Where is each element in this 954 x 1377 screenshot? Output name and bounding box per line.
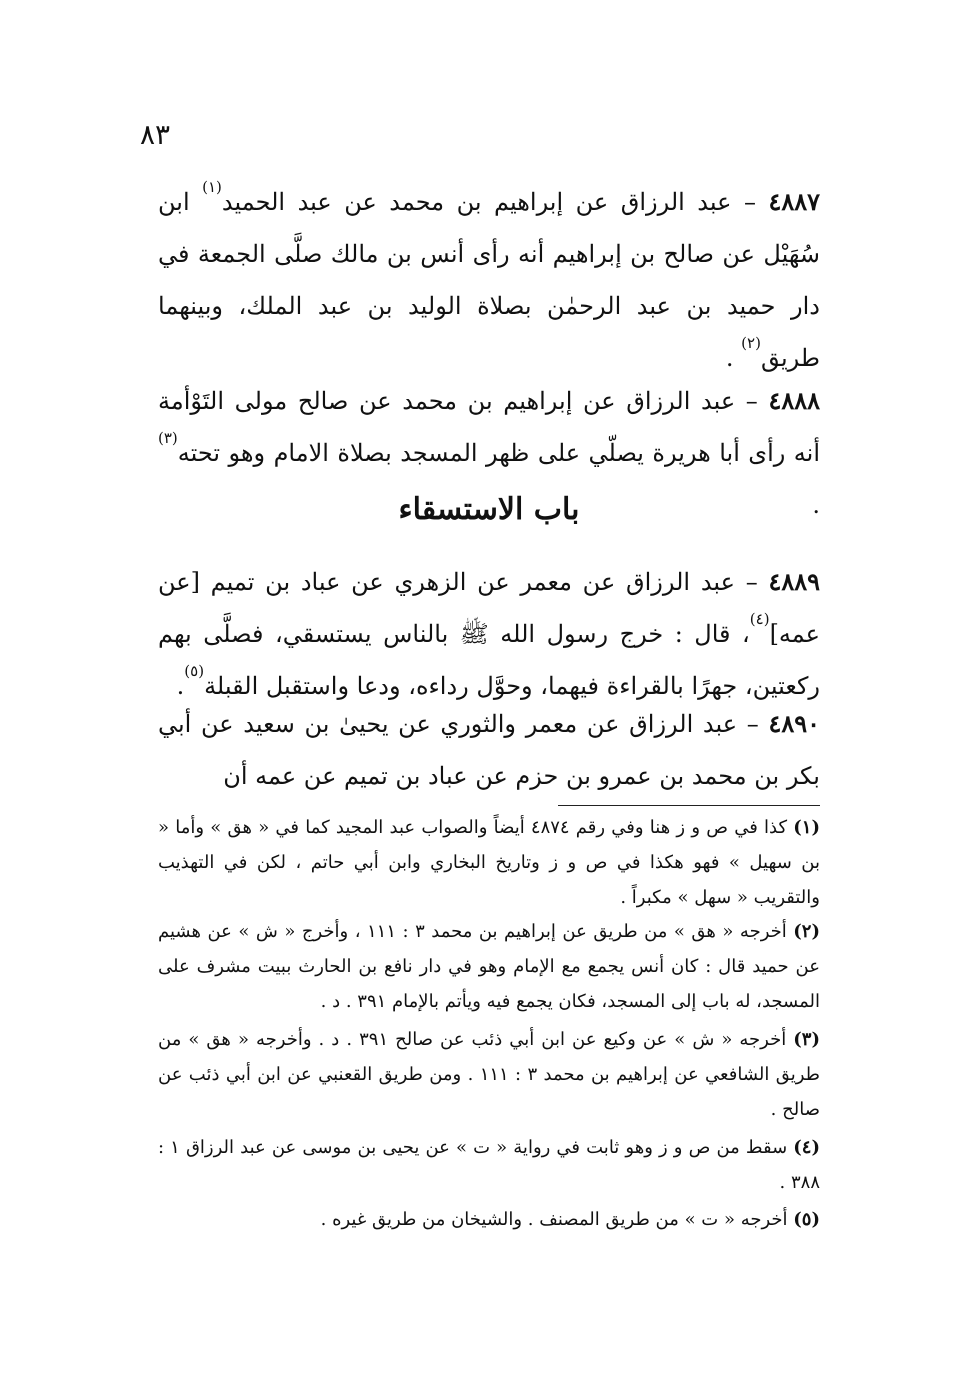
footnote-text: سقط من ص و ز وهو ثابت في رواية « ت » عن يحيى بن موسى عن عبد الرزاق ١ : ٣٨٨ . (158, 1137, 820, 1193)
footnote-ref: (٣) (158, 429, 178, 447)
footnote-2 (158, 914, 820, 1019)
hadith-4890 (158, 698, 820, 802)
footnote-divider (558, 805, 820, 806)
footnote-1 (158, 810, 820, 915)
chapter-heading: باب الاستسقاء (398, 492, 580, 527)
hadith-text: – عبد الرزاق عن إبراهيم بن محمد عن عبد الحميد (221, 188, 769, 216)
footnote-5 (158, 1202, 820, 1237)
footnote-text: أخرجه « ش » عن وكيع عن ابن أبي ذئب عن صالح ٣٩١ . د . وأخرجه « هق » من طريق الشافعي عن إبراهيم بن محمد ٣ : ١١١ . ومن طريق القعنبي عن ابن أبي ذئب عن صالح . (158, 1029, 820, 1120)
hadith-4889 (158, 556, 820, 712)
hadith-number: ٤٨٨٧ (768, 187, 820, 216)
hadith-paragraph (158, 556, 820, 712)
page-number: ٨٣ (140, 118, 171, 151)
hadith-number: ٤٨٩٠ (768, 709, 820, 738)
footnote-number: (٤) (793, 1137, 820, 1158)
footnote-ref: (٤) (749, 610, 770, 628)
footnote-number: (٥) (793, 1209, 820, 1230)
hadith-text: – عبد الرزاق عن معمر عن الزهري عن عباد بن تميم [عن عمه] (158, 568, 820, 648)
footnote-text: كذا في ص و ز هنا وفي رقم ٤٨٧٤ أيضاً والصواب عبد المجيد كما في « هق » وأما « بن سهيل » فهو هكذا في ص و ز وتاريخ البخاري وابن أبي حاتم ، لكن في التهذيب والتقريب « سهل » مكبراً . (158, 817, 820, 908)
footnote-text: أخرجه « هق » من طريق عن إبراهيم بن محمد ٣ : ١١١ ، وأخرج « ش » عن هشيم عن حميد قال : كان أنس يجمع مع الإمام وهو في دار نافع بن الحارث ببيت مشرف على المسجد، له باب إلى المسجد، فكان يجمع فيه ويأتم بالإمام ٣٩١ . د . (158, 921, 820, 1012)
footnote-4 (158, 1130, 820, 1200)
footnote-ref: (٢) (741, 334, 761, 352)
footnote-3 (158, 1022, 820, 1127)
footnote-text: أخرجه « ت » من طريق المصنف . والشيخان من طريق غيره . (320, 1209, 794, 1230)
footnote-number: (٢) (793, 921, 820, 942)
hadith-end: . (176, 672, 185, 700)
hadith-number: ٤٨٨٩ (768, 567, 820, 596)
hadith-text: ، قال : خرج رسول الله ﷺ بالناس يستسقي، فصلَّى بهم ركعتين، جهرًا بالقراءة فيهما، وحوَّل رداءه، ودعا واستقبل القبلة (158, 620, 820, 700)
hadith-end: . (812, 491, 820, 519)
hadith-number: ٤٨٨٨ (768, 386, 820, 415)
footnote-number: (١) (793, 817, 820, 838)
hadith-paragraph (158, 176, 820, 384)
footnote-ref: (١) (202, 178, 222, 196)
hadith-end: . (725, 344, 742, 372)
hadith-paragraph (158, 698, 820, 802)
hadith-text: – عبد الرزاق عن معمر والثوري عن يحيىٰ بن سعيد عن أبي بكر بن محمد بن عمرو بن حزم عن عباد بن تميم عن عمه أن (158, 710, 820, 790)
hadith-text: ابن سُهَيْل عن صالح بن إبراهيم أنه رأى أنس بن مالك صلَّى الجمعة في دار حميد بن عبد الرحمٰن بصلاة الوليد بن عبد الملك، وبينهما طريق (158, 188, 820, 372)
footnote-number: (٣) (793, 1029, 820, 1050)
footnote-ref: (٥) (184, 662, 205, 680)
hadith-text: – عبد الرزاق عن إبراهيم بن محمد عن صالح مولى التَوْأمة أنه رأى أبا هريرة يصلّي على ظهر المسجد بصلاة الامام وهو تحته (158, 387, 820, 467)
hadith-4887 (158, 176, 820, 384)
